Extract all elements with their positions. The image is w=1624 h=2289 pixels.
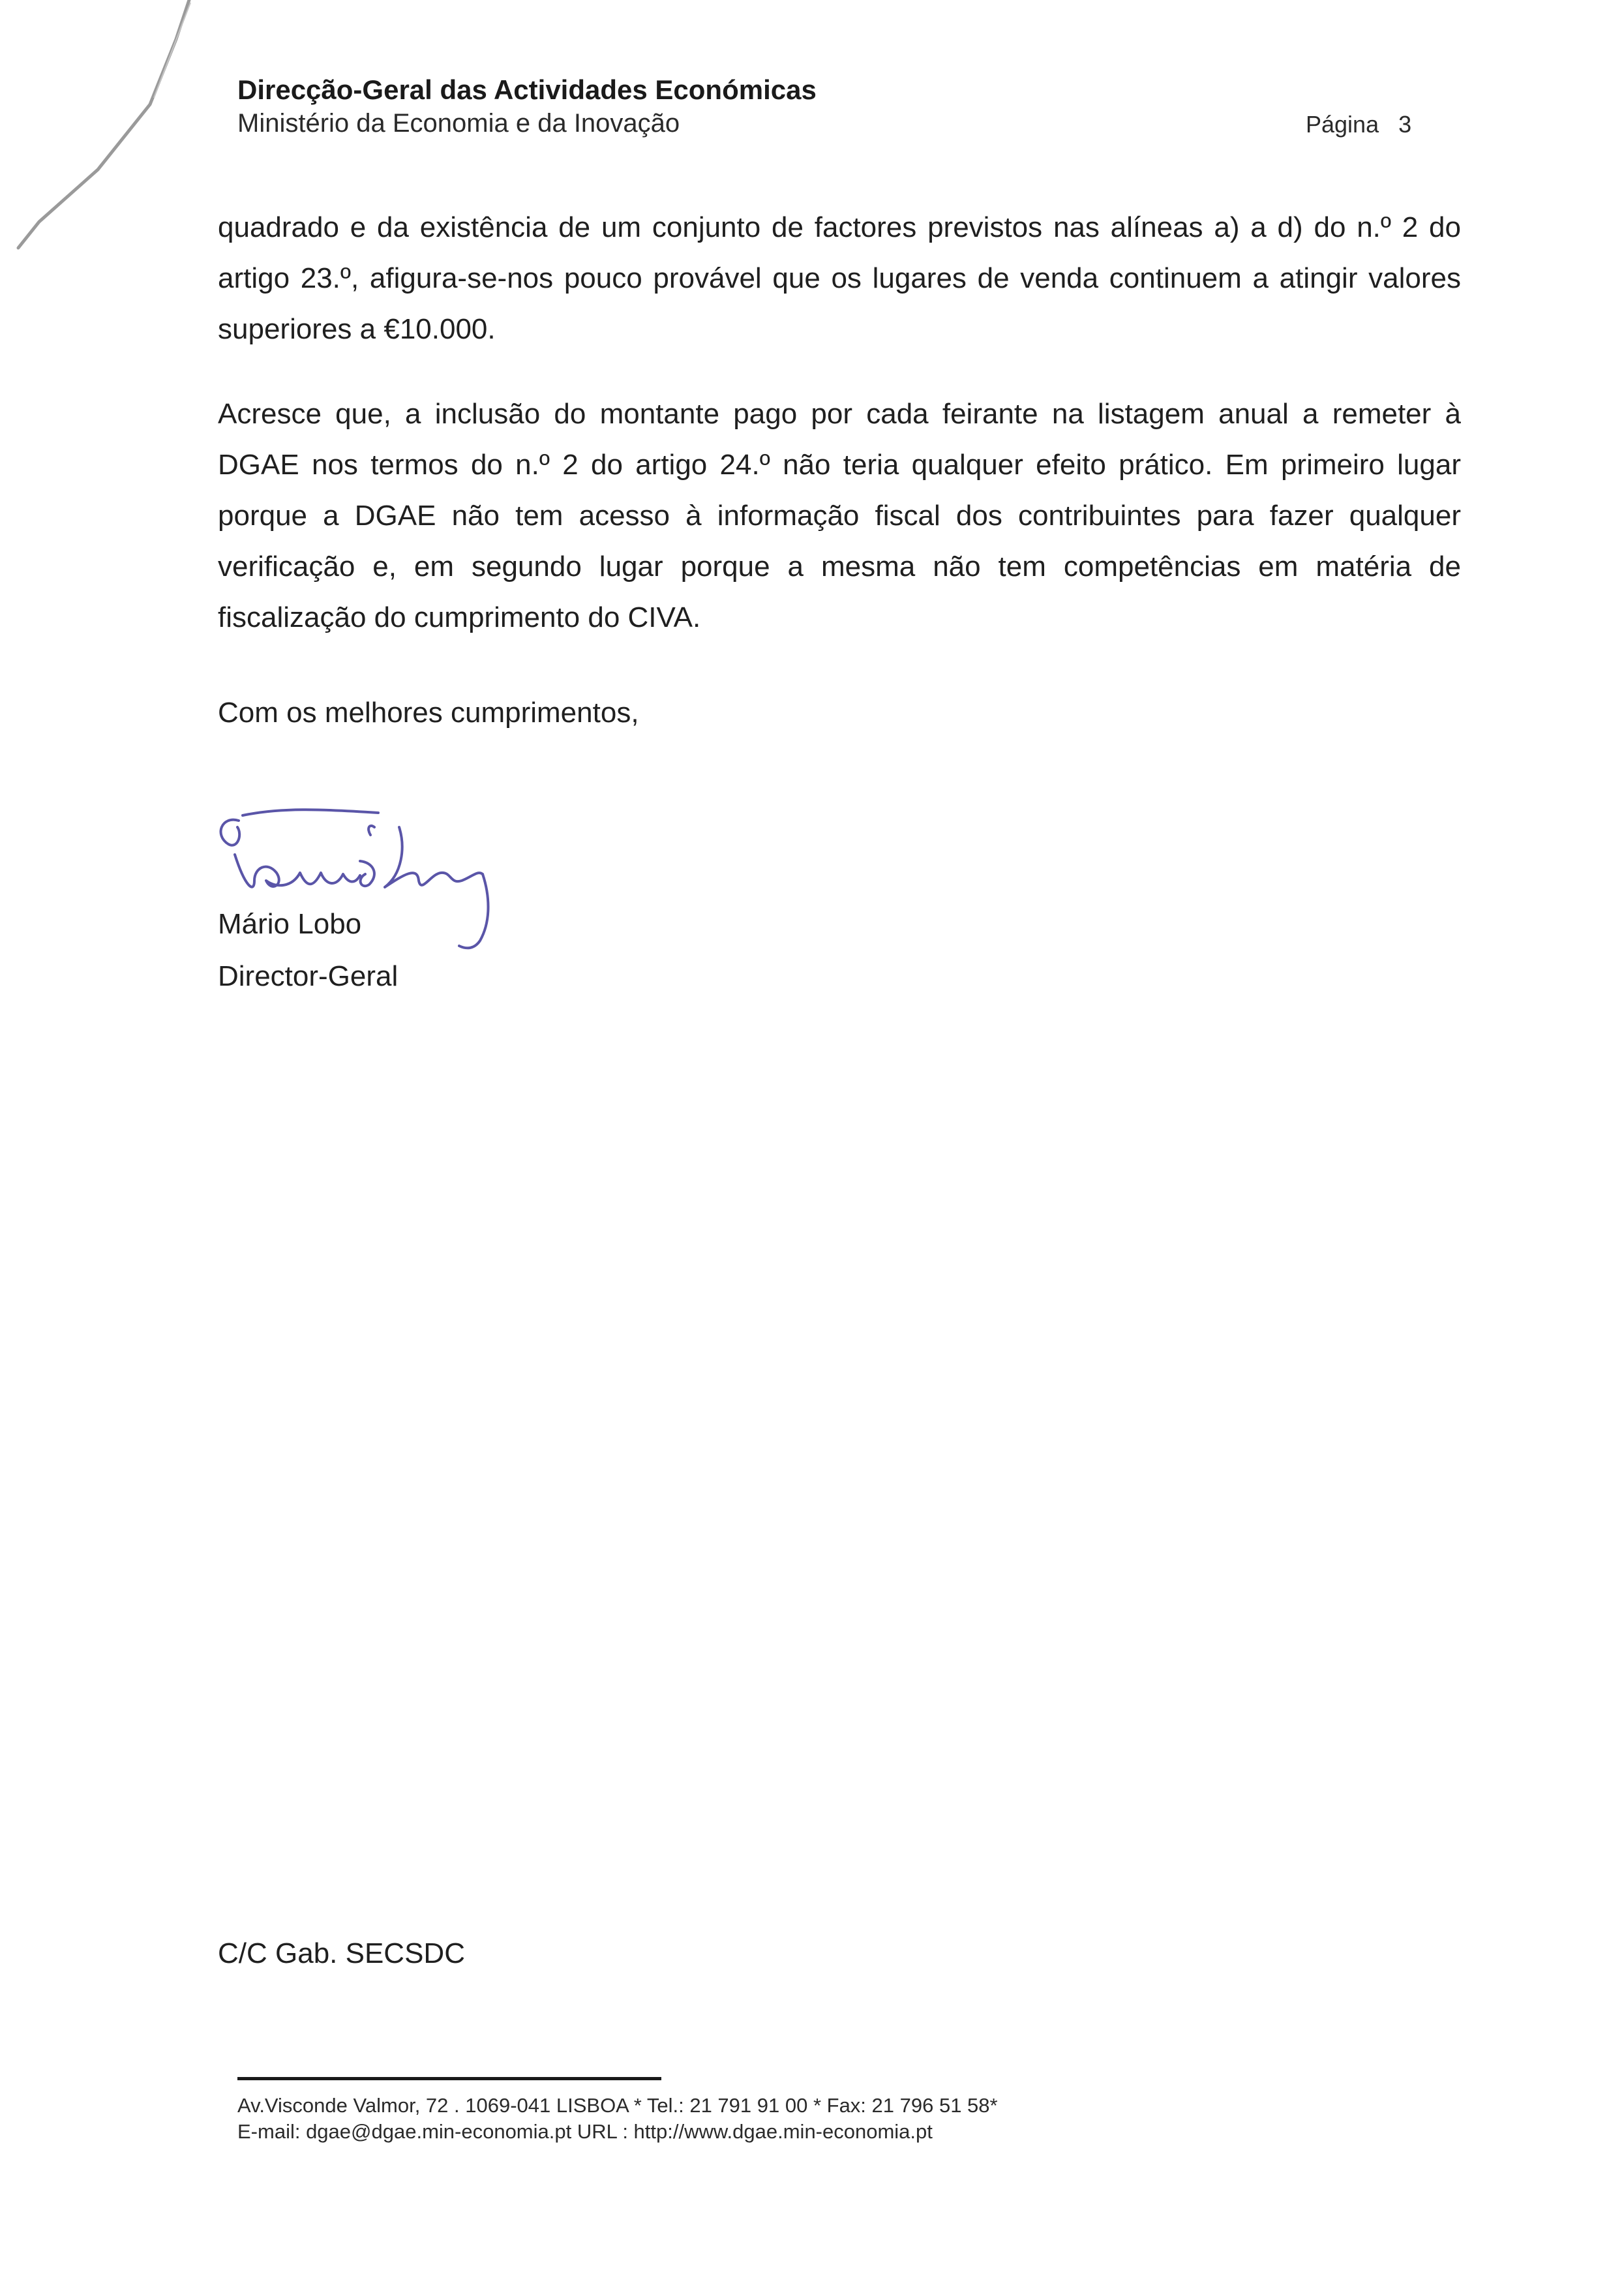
paragraph-2: Acresce que, a inclusão do montante pago por cada feirante na listagem anual a remeter à DGAE nos termos do n.º 2 do artigo 24.º não teria qualquer efeito prático. Em primeiro lugar porque a DGAE não tem acesso à informação fiscal dos contribuintes para fazer qualquer verificação e, em segundo lugar porque a mesma não tem competências em matéria de fiscalização do cumprimento do CIVA.: [218, 398, 1461, 633]
letterhead: [237, 73, 1477, 140]
signer-title: Director-Geral: [218, 960, 398, 992]
letter-body: [218, 202, 1461, 677]
footer-divider: [237, 2077, 661, 2080]
signer-name: Mário Lobo: [218, 908, 362, 940]
carbon-copy-line: C/C Gab. SECSDC: [218, 1937, 465, 1969]
paragraph-1: quadrado e da existência de um conjunto de factores previstos nas alíneas a) a d) do n.º 2 do artigo 23.º, afigura-se-nos pouco provável que os lugares de venda continuem a atingir valores superiores a €10.000.: [218, 211, 1461, 345]
page-number: 3: [1398, 111, 1412, 138]
ministry-name: Ministério da Economia e da Inovação: [237, 109, 680, 138]
page-indicator: [1306, 111, 1411, 138]
footer: [237, 2093, 998, 2145]
organization-name: Direcção-Geral das Actividades Económicas: [237, 74, 817, 105]
closing-salutation: Com os melhores cumprimentos,: [218, 697, 639, 729]
footer-contact: E-mail: dgae@dgae.min-economia.pt URL : http://www.dgae.min-economia.pt: [237, 2120, 933, 2143]
footer-address: Av.Visconde Valmor, 72 . 1069-041 LISBOA * Tel.: 21 791 91 00 * Fax: 21 796 51 58*: [237, 2094, 998, 2117]
scan-artifact-line: [0, 0, 209, 261]
handwritten-signature: [209, 789, 548, 972]
page-label: Página: [1306, 111, 1379, 138]
